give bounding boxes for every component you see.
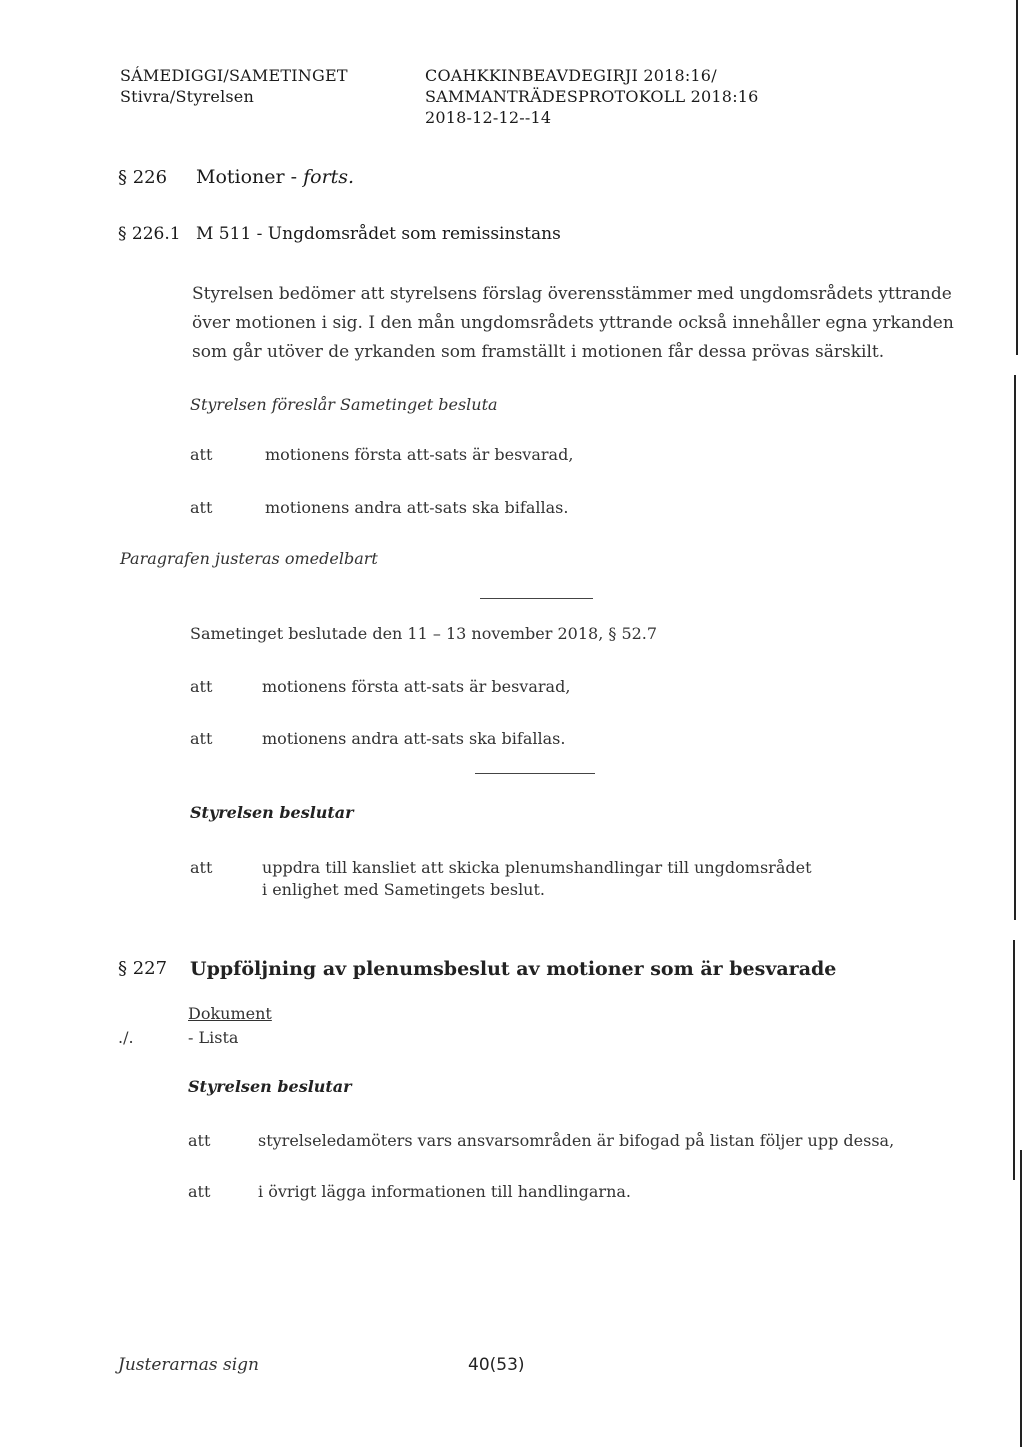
board-att-227-1: att (188, 1131, 211, 1150)
board-item-227-1: styrelseledamöters vars ansvarsområden är bifogad på listan följer upp dessa, (258, 1131, 895, 1150)
proposal-heading: Styrelsen föreslår Sametinget besluta (190, 395, 498, 414)
org-unit: Stivra/Styrelsen (120, 87, 254, 106)
scan-edge-line-1 (1016, 0, 1018, 355)
section-226-title (196, 166, 354, 188)
document-item-lista: - Lista (188, 1028, 239, 1047)
doc-type-sv: SAMMANTRÄDESPROTOKOLL 2018:16 (425, 87, 759, 106)
board-att-227-2: att (188, 1182, 211, 1201)
board-item-226-line-1: uppdra till kansliet att skicka plenumshandlingar till ungdomsrådet (262, 858, 812, 877)
scan-edge-line-4 (1020, 1150, 1022, 1447)
decision-item-1: motionens första att-sats är besvarad, (262, 677, 571, 696)
paragraph-line-3: som går utöver de yrkanden som framställt i motionen får dessa prövas särskilt. (192, 342, 885, 362)
paragraph-line-1: Styrelsen bedömer att styrelsens förslag överensstämmer med ungdomsrådets yttrande (192, 284, 952, 304)
paragraph-line-2: över motionen i sig. I den mån ungdomsrådets yttrande också innehåller egna yrkanden (192, 313, 954, 333)
decision-line: Sametinget beslutade den 11 – 13 november 2018, § 52.7 (190, 624, 658, 643)
board-att-226: att (190, 858, 213, 877)
decision-item-2: motionens andra att-sats ska bifallas. (262, 729, 566, 748)
proposal-att-2: att (190, 498, 213, 517)
board-item-227-2: i övrigt lägga informationen till handlingarna. (258, 1182, 631, 1201)
meeting-dates: 2018-12-12--14 (425, 108, 552, 127)
proposal-item-2: motionens andra att-sats ska bifallas. (265, 498, 569, 517)
proposal-item-1: motionens första att-sats är besvarad, (265, 445, 574, 464)
proposal-att-1: att (190, 445, 213, 464)
divider-1 (480, 598, 593, 599)
page-number: 40(53) (468, 1355, 525, 1375)
doc-type: COAHKKINBEAVDEGIRJI 2018:16/ (425, 66, 717, 85)
divider-2 (475, 773, 595, 774)
board-heading-227: Styrelsen beslutar (188, 1077, 352, 1096)
section-226-title-main: Motioner - (196, 166, 304, 188)
section-226-1-title: M 511 - Ungdomsrådet som remissinstans (196, 224, 561, 244)
decision-att-1: att (190, 677, 213, 696)
board-item-226-line-2: i enlighet med Sametingets beslut. (262, 880, 545, 899)
org-name: SÁMEDIGGI/SAMETINGET (120, 66, 348, 85)
scan-edge-line-3 (1013, 940, 1015, 1180)
justifier-sign-label: Justerarnas sign (118, 1355, 259, 1375)
section-227-number: § 227 (118, 958, 168, 979)
scan-edge-line-2 (1014, 375, 1016, 920)
document-label: Dokument (188, 1004, 272, 1023)
board-heading-226: Styrelsen beslutar (190, 803, 354, 822)
section-226-1-number: § 226.1 (118, 224, 181, 244)
justified-note: Paragrafen justeras omedelbart (120, 549, 378, 568)
section-226-number: § 226 (118, 167, 168, 188)
section-227-title: Uppföljning av plenumsbeslut av motioner som är besvarade (190, 958, 837, 980)
attachment-mark: ./. (118, 1028, 134, 1047)
decision-att-2: att (190, 729, 213, 748)
section-226-title-forts: forts. (303, 166, 355, 188)
